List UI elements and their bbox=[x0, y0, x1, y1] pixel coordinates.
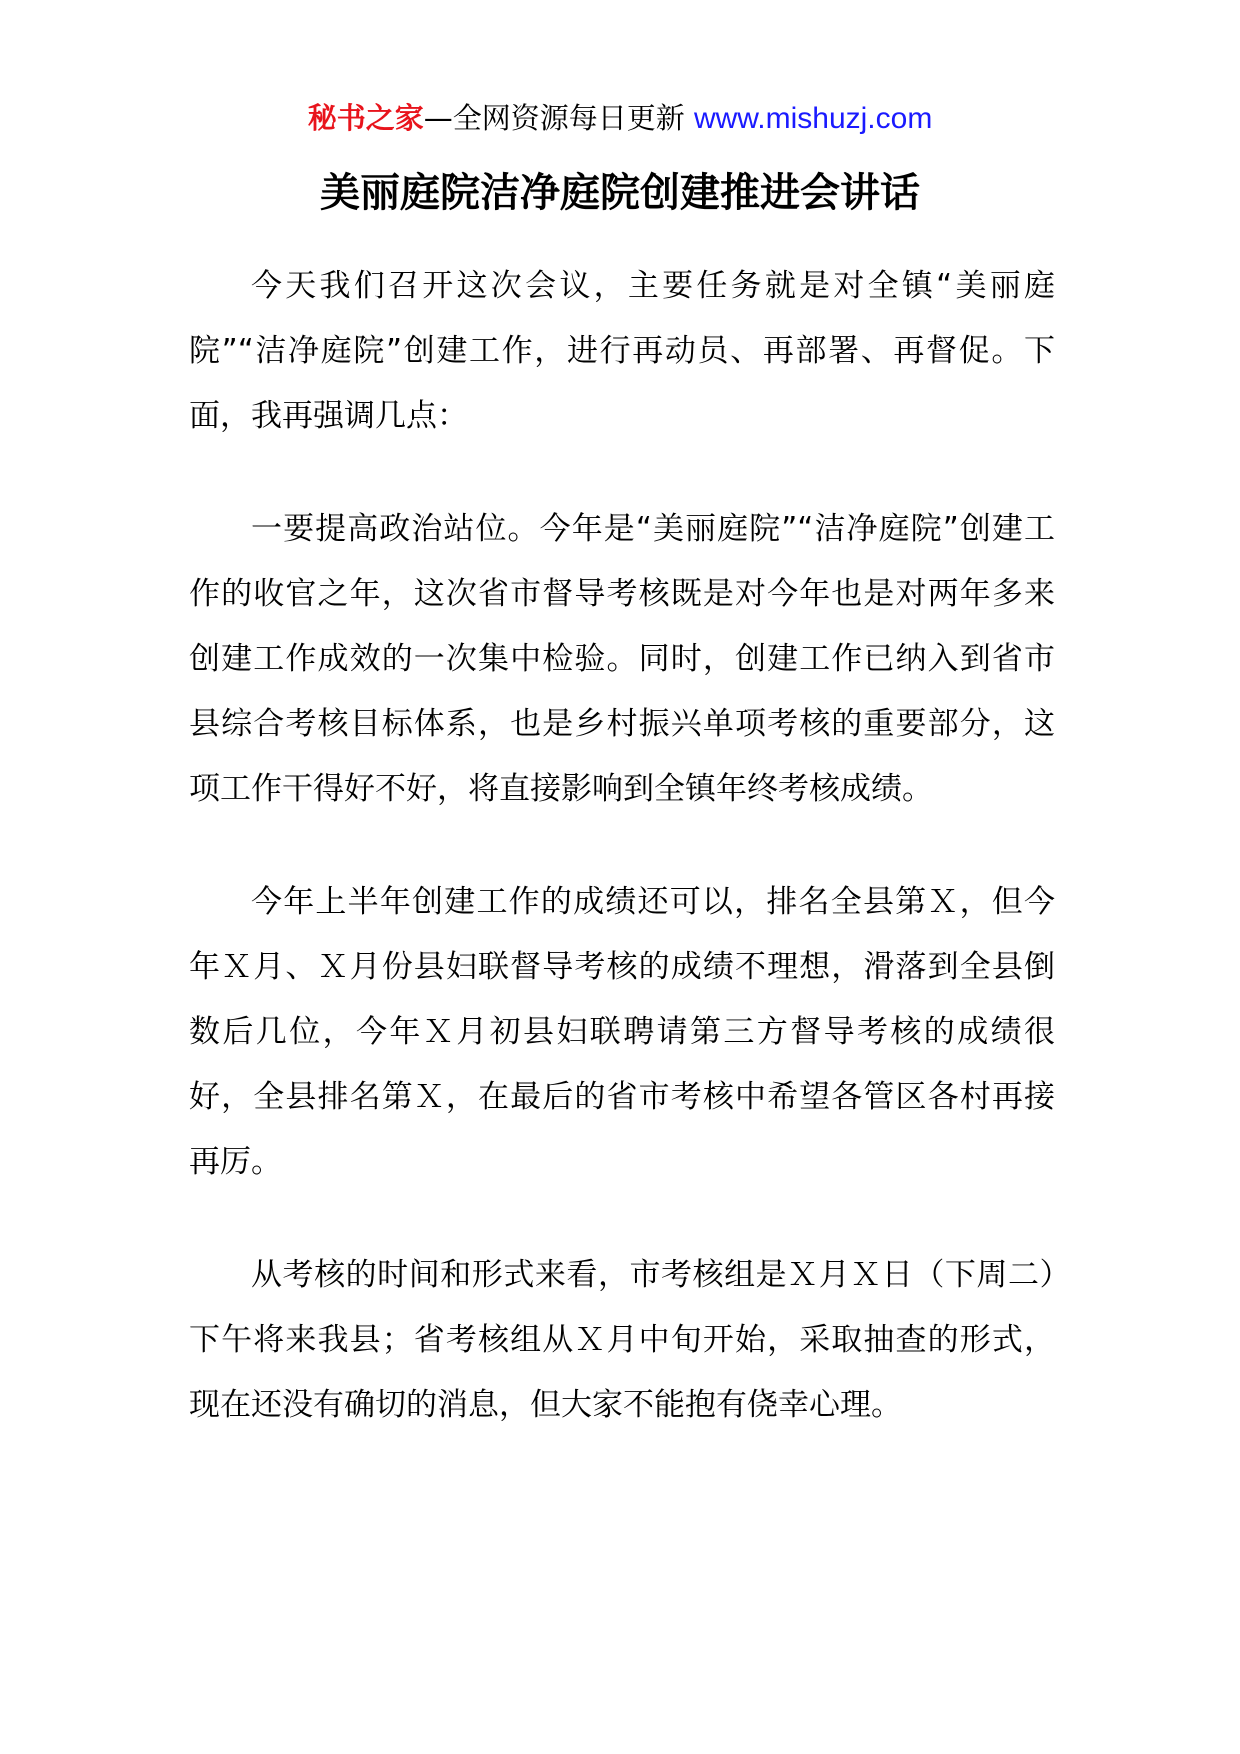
site-brand: 秘书之家 bbox=[307, 101, 424, 135]
site-tagline: —全网资源每日更新 bbox=[423, 101, 685, 135]
paragraph-4: 从考核的时间和形式来看，市考核组是Ｘ月Ｘ日（下周二）下午将来我县；省考核组从Ｘ月中旬开始，采取抽查的形式，现在还没有确切的消息，但大家不能抱有侥幸心理。 bbox=[189, 1257, 1055, 1423]
document-title: 美丽庭院洁净庭院创建推进会讲话 bbox=[320, 170, 920, 216]
paragraph-2: 一要提高政治站位。今年是“美丽庭院”“洁净庭院”创建工作的收官之年，这次省市督导考核既是对今年也是对两年多来创建工作成效的一次集中检验。同时，创建工作已纳入到省市县综合考核目标体系，也是乡村振兴单项考核的重要部分，这项工作干得好不好，将直接影响到全镇年终考核成绩。 bbox=[189, 511, 1055, 807]
paragraph-1: 今天我们召开这次会议，主要任务就是对全镇“美丽庭院”“洁净庭院”创建工作，进行再动员、再部署、再督促。下面，我再强调几点： bbox=[189, 268, 1055, 434]
site-header bbox=[0, 98, 1240, 139]
site-url-link[interactable]: www.mishuzj.com bbox=[693, 102, 933, 135]
document-body bbox=[189, 254, 1055, 1486]
paragraph-3: 今年上半年创建工作的成绩还可以，排名全县第Ｘ，但今年Ｘ月、Ｘ月份县妇联督导考核的成绩不理想，滑落到全县倒数后几位，今年Ｘ月初县妇联聘请第三方督导考核的成绩很好，全县排名第Ｘ，在最后的省市考核中希望各管区各村再接再厉。 bbox=[189, 884, 1055, 1180]
